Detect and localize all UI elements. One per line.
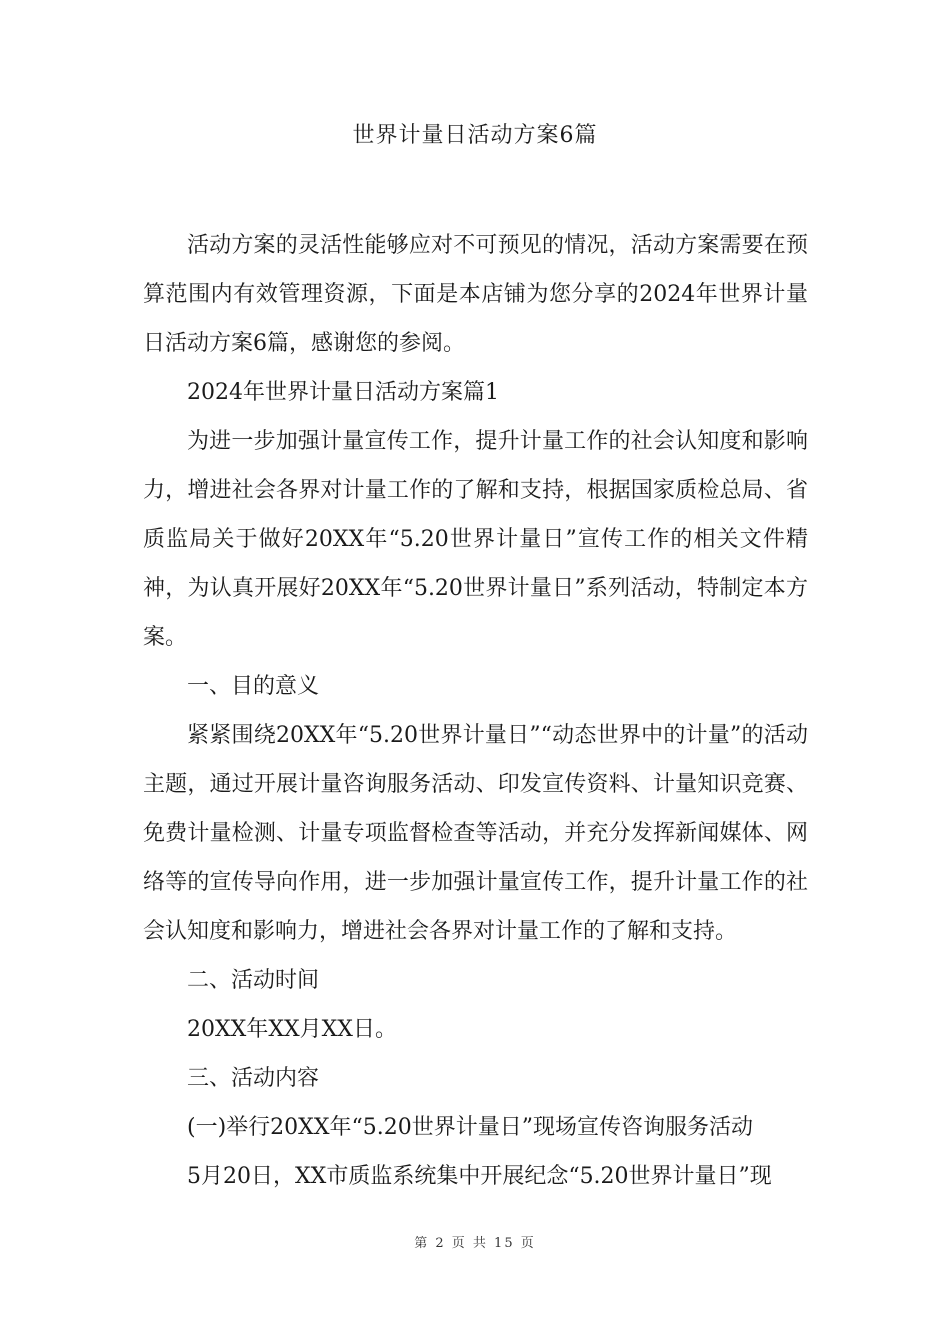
body-paragraph: 为进一步加强计量宣传工作，提升计量工作的社会认知度和影响力，增进社会各界对计量工作的了解和支持，根据国家质检总局、省质监局关于做好20XX年“5.20世界计量日”宣传工作的相关文件精神，为认真开展好20XX年“5.20世界计量日”系列活动，特制定本方案。 — [143, 429, 808, 650]
body-paragraph: 5月20日，XX市质监系统集中开展纪念“5.20世界计量日”现 — [187, 1164, 772, 1189]
page-footer: 第 2 页 共 15 页 — [414, 1236, 536, 1251]
body-paragraph: 20XX年XX月XX日。 — [187, 1017, 397, 1042]
document-body — [143, 221, 808, 1201]
document-title: 世界计量日活动方案6篇 — [352, 123, 598, 148]
intro-paragraph: 活动方案的灵活性能够应对不可预见的情况，活动方案需要在预算范围内有效管理资源，下面是本店铺为您分享的2024年世界计量日活动方案6篇，感谢您的参阅。 — [143, 233, 808, 356]
section-heading: 2024年世界计量日活动方案篇1 — [187, 380, 499, 405]
subsection-heading: (一)举行20XX年“5.20世界计量日”现场宣传咨询服务活动 — [187, 1115, 753, 1140]
section-heading: 一、目的意义 — [187, 674, 320, 699]
body-paragraph: 紧紧围绕20XX年“5.20世界计量日”“动态世界中的计量”的活动主题，通过开展计量咨询服务活动、印发宣传资料、计量知识竞赛、免费计量检测、计量专项监督检查等活动，并充分发挥新闻媒体、网络等的宣传导向作用，进一步加强计量宣传工作，提升计量工作的社会认知度和影响力，增进社会各界对计量工作的了解和支持。 — [143, 723, 808, 944]
section-heading: 三、活动内容 — [187, 1066, 320, 1091]
section-heading: 二、活动时间 — [187, 968, 320, 993]
